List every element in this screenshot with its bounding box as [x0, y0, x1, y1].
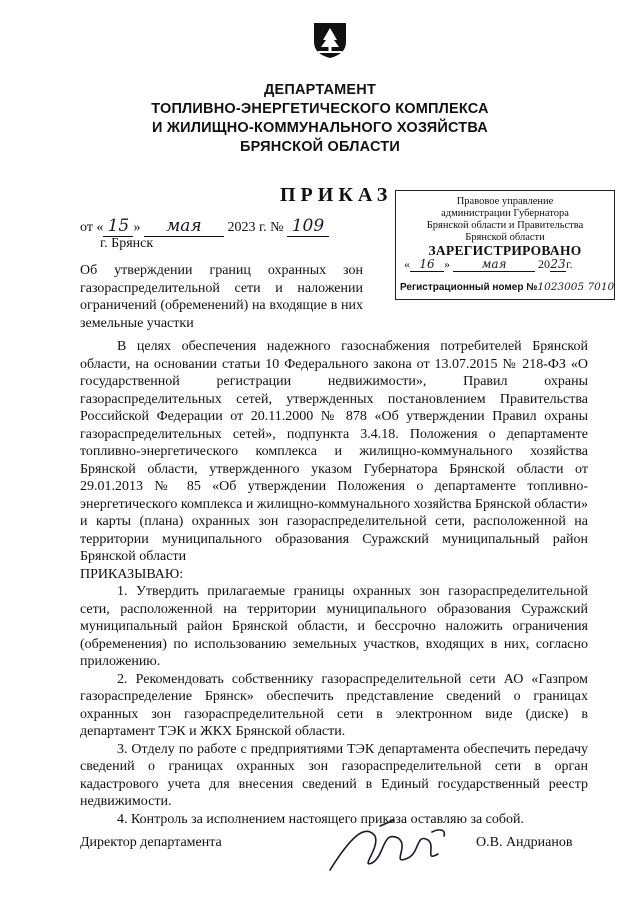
order-item-4: 4. Контроль за исполнением настоящего приказа оставляю за собой. [117, 811, 525, 827]
department-title-line-1: ДЕПАРТАМЕНТ [263, 82, 377, 98]
department-title-line-4: БРЯНСКОЙ ОБЛАСТИ [240, 139, 400, 155]
signatory-name: О.В. Андрианов [476, 835, 573, 850]
order-item-3: 3. Отделу по работе с предприятиями ТЭК департамента обеспечить передачу сведений о границах охранных зон газораспределительной сети в орган кадастрового учета для внесения сведений в Единый государственный реестр недвижимости. [80, 741, 588, 809]
document-city: г. Брянск [100, 236, 154, 251]
stamp-day: 16 [410, 257, 444, 272]
document-title: ПРИКАЗ [280, 184, 393, 206]
stamp-line-2: администрации Губернатора [441, 208, 569, 219]
document-body [80, 338, 588, 828]
stamp-line-4: Брянской области [465, 232, 545, 243]
date-year: 2023 г. [227, 220, 267, 235]
stamp-line-1: Правовое управление [456, 196, 554, 207]
stamp-year-prefix: 20 [538, 257, 550, 271]
coat-of-arms-icon [310, 20, 350, 60]
stamp-line-3: Брянской области и Правительства [426, 220, 584, 231]
stamp-month: мая [453, 257, 535, 272]
department-title-line-2: ТОПЛИВНО-ЭНЕРГЕТИЧЕСКОГО КОМПЛЕКСА [151, 101, 489, 117]
order-word: ПРИКАЗЫВАЮ: [80, 566, 184, 582]
stamp-date: « 16 » мая 2023г. [404, 257, 573, 271]
signature-image [320, 818, 460, 878]
stamp-reg-label: Регистрационный номер № [400, 282, 538, 293]
number-prefix: № [270, 220, 284, 235]
stamp-year-suffix: 23 [550, 257, 566, 271]
date-prefix: от « [80, 220, 104, 235]
date-day: 15 [103, 216, 133, 237]
stamp-year-end: г. [566, 257, 573, 271]
document-date-line [80, 216, 329, 237]
order-item-1: 1. Утвердить прилагаемые границы охранных зон газораспределительной сети, расположенной на территории муниципального образования Суражский муниципальный район Брянской области, и бессрочно наложить ограничения (обременения) по использованию земельных участков, входящих в них, согласно приложению. [80, 584, 588, 669]
date-mid: » [133, 220, 141, 235]
stamp-registered: ЗАРЕГИСТРИРОВАНО [428, 243, 582, 258]
order-item-2: 2. Рекомендовать собственнику газораспределительной сети АО «Газпром газораспределение Брянск» обеспечить представление сведений о границах охранных зон газораспределительной сети в электронном виде (диске) в департамент ТЭК и ЖКХ Брянской области. [80, 671, 588, 739]
stamp-reg-number [400, 281, 614, 293]
registration-stamp [395, 190, 615, 300]
document-subject: Об утверждении границ охранных зон газораспределительной сети и наложении ограничений (обременений) на входящие в них земельные участки [80, 263, 363, 331]
preamble-paragraph: В целях обеспечения надежного газоснабжения потребителей Брянской области, на основании статьи 10 Федерального закона от 13.07.2015 № 218-ФЗ «О государственной регистрации недвижимости», Правил охраны газораспределительных сетей, утвержденных постановлением Правительства Российской Федерации от 20.11.2000 № 878 «Об утверждении Правил охраны газораспределительных сетей», подпункта 3.4.18. Положения о департаменте топливно-энергетического комплекса и жилищно-коммунального хозяйства Брянской области, утвержденного указом Губернатора Брянской области от 29.01.2013 № 85 «Об утверждении Положения о департаменте топливно-энергетического комплекса и жилищно-коммунального хозяйства Брянской области» и карты (плана) охранных зон газораспределительной сети, расположенной на территории муниципального образования Суражский муниципальный район Брянской области [80, 339, 588, 564]
department-title-line-3: И ЖИЛИЩНО-КОММУНАЛЬНОГО ХОЗЯЙСТВА [152, 120, 488, 136]
signatory-position: Директор департамента [80, 835, 222, 850]
stamp-reg-value: 1023005 7010 [537, 281, 615, 293]
document-number: 109 [287, 216, 329, 237]
date-month: мая [144, 216, 224, 237]
